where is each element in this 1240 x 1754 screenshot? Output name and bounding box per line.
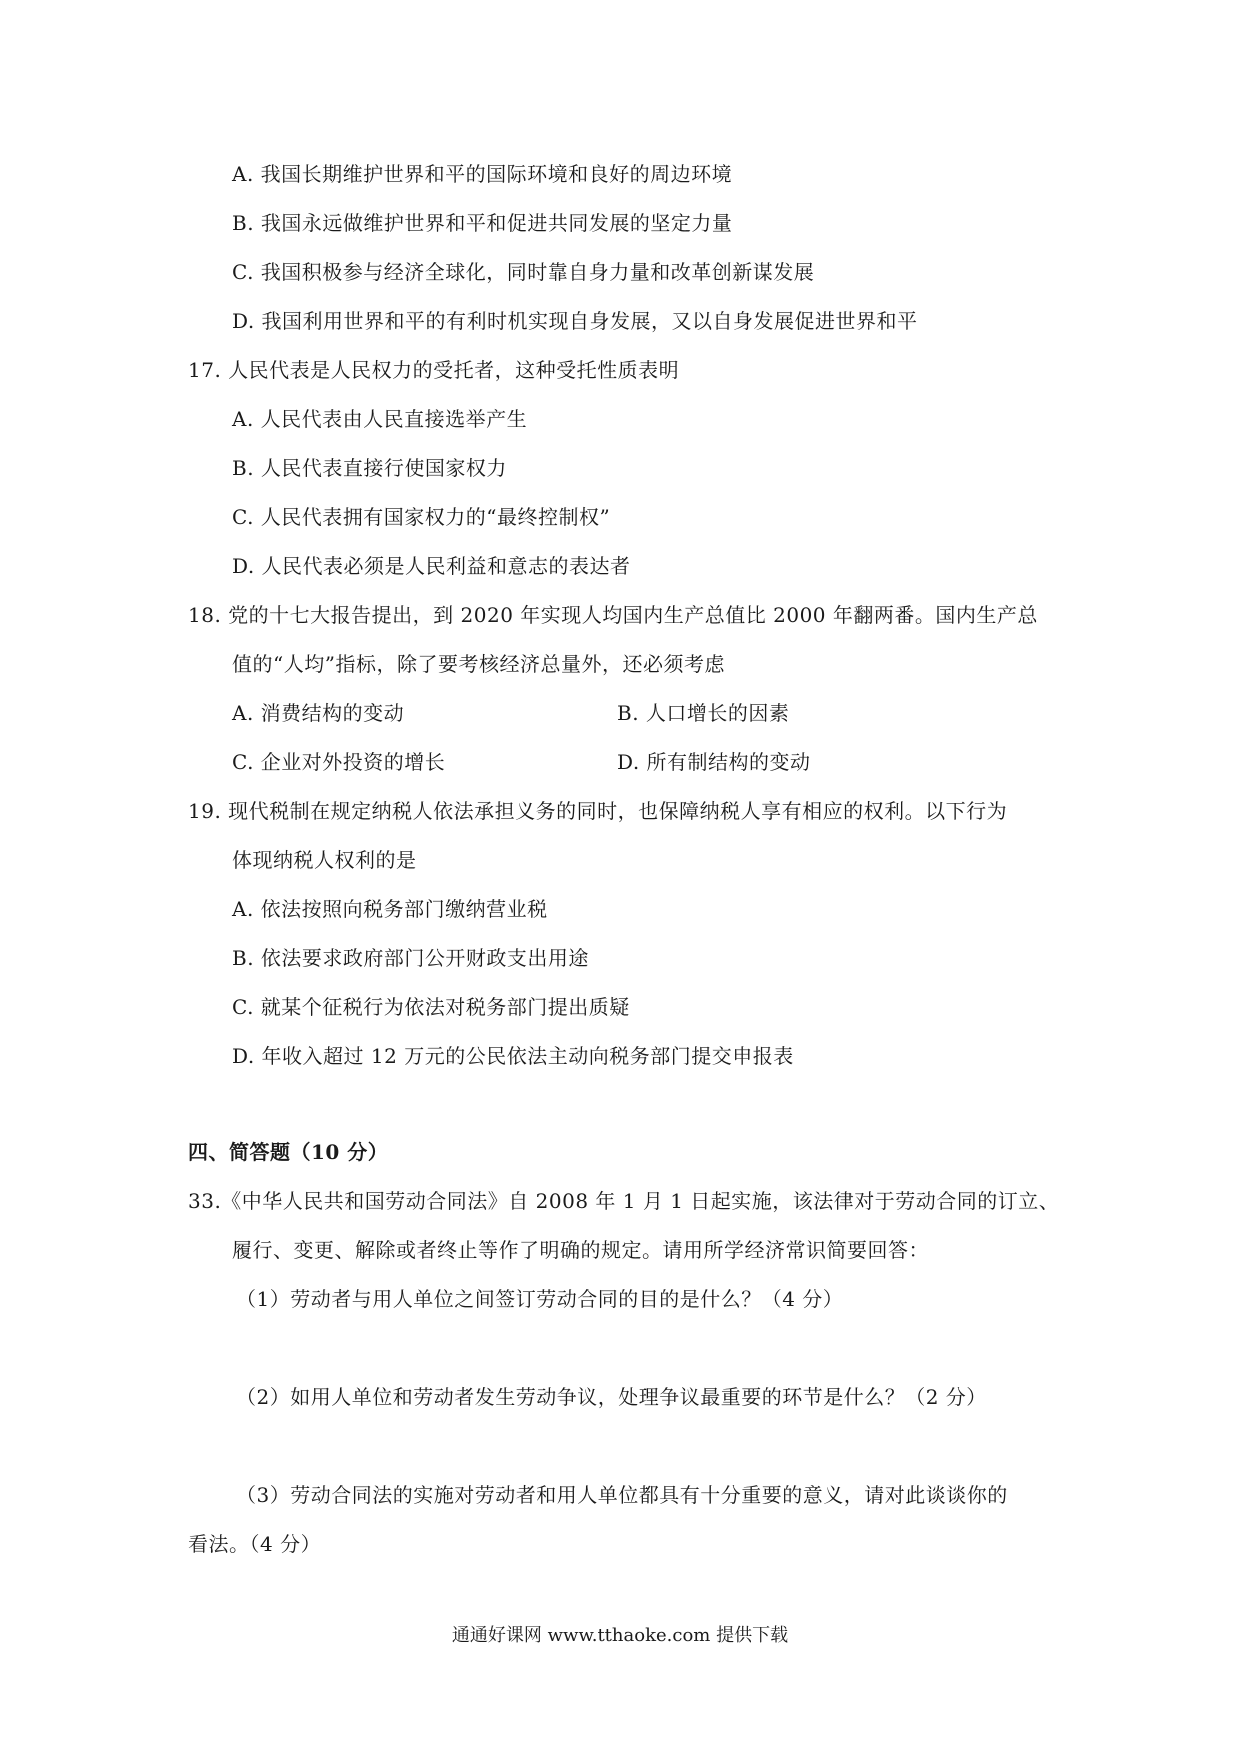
q33-sub-question-3-line2: 看法。（4 分） bbox=[188, 1532, 322, 1556]
q18-option-d: D. 所有制结构的变动 bbox=[617, 750, 811, 774]
q16-option-d: D. 我国利用世界和平的有利时机实现自身发展，又以自身发展促进世界和平 bbox=[232, 309, 918, 333]
q33-stem-line1: 33.《中华人民共和国劳动合同法》自 2008 年 1 月 1 日起实施，该法律对于劳动合同的订立、 bbox=[188, 1189, 1060, 1213]
q17-option-b: B. 人民代表直接行使国家权力 bbox=[232, 456, 507, 480]
q18-stem-line1: 18. 党的十七大报告提出，到 2020 年实现人均国内生产总值比 2000 年翻两番。国内生产总 bbox=[188, 603, 1038, 627]
q33-sub-question-1: （1）劳动者与用人单位之间签订劳动合同的目的是什么？（4 分） bbox=[236, 1287, 844, 1311]
page-footer: 通通好课网 www.tthaoke.com 提供下载 bbox=[451, 1625, 789, 1646]
q18-option-b: B. 人口增长的因素 bbox=[617, 701, 790, 725]
q18-stem-line2: 值的“人均”指标，除了要考核经济总量外，还必须考虑 bbox=[232, 652, 725, 676]
q18-option-c: C. 企业对外投资的增长 bbox=[232, 750, 446, 774]
q19-option-b: B. 依法要求政府部门公开财政支出用途 bbox=[232, 946, 589, 970]
q16-option-c: C. 我国积极参与经济全球化，同时靠自身力量和改革创新谋发展 bbox=[232, 260, 815, 284]
q19-option-c: C. 就某个征税行为依法对税务部门提出质疑 bbox=[232, 995, 630, 1019]
q17-stem: 17. 人民代表是人民权力的受托者，这种受托性质表明 bbox=[188, 358, 680, 382]
section-heading: 四、简答题（10 分） bbox=[188, 1140, 389, 1164]
q17-option-d: D. 人民代表必须是人民利益和意志的表达者 bbox=[232, 554, 631, 578]
q19-stem-line2: 体现纳税人权利的是 bbox=[232, 848, 417, 872]
q33-sub-question-2: （2）如用人单位和劳动者发生劳动争议，处理争议最重要的环节是什么？（2 分） bbox=[236, 1385, 987, 1409]
q18-option-a: A. 消费结构的变动 bbox=[232, 701, 405, 725]
q19-option-d: D. 年收入超过 12 万元的公民依法主动向税务部门提交申报表 bbox=[232, 1044, 794, 1068]
q16-option-a: A. 我国长期维护世界和平的国际环境和良好的周边环境 bbox=[232, 162, 733, 186]
q17-option-a: A. 人民代表由人民直接选举产生 bbox=[232, 407, 528, 431]
q19-option-a: A. 依法按照向税务部门缴纳营业税 bbox=[232, 897, 548, 921]
q17-option-c: C. 人民代表拥有国家权力的“最终控制权” bbox=[232, 505, 611, 529]
q16-option-b: B. 我国永远做维护世界和平和促进共同发展的坚定力量 bbox=[232, 211, 733, 235]
q19-stem-line1: 19. 现代税制在规定纳税人依法承担义务的同时，也保障纳税人享有相应的权利。以下行为 bbox=[188, 799, 1008, 823]
q33-sub-question-3-line1: （3）劳动合同法的实施对劳动者和用人单位都具有十分重要的意义，请对此谈谈你的 bbox=[236, 1483, 1008, 1507]
q33-stem-line2: 履行、变更、解除或者终止等作了明确的规定。请用所学经济常识简要回答： bbox=[232, 1238, 929, 1262]
